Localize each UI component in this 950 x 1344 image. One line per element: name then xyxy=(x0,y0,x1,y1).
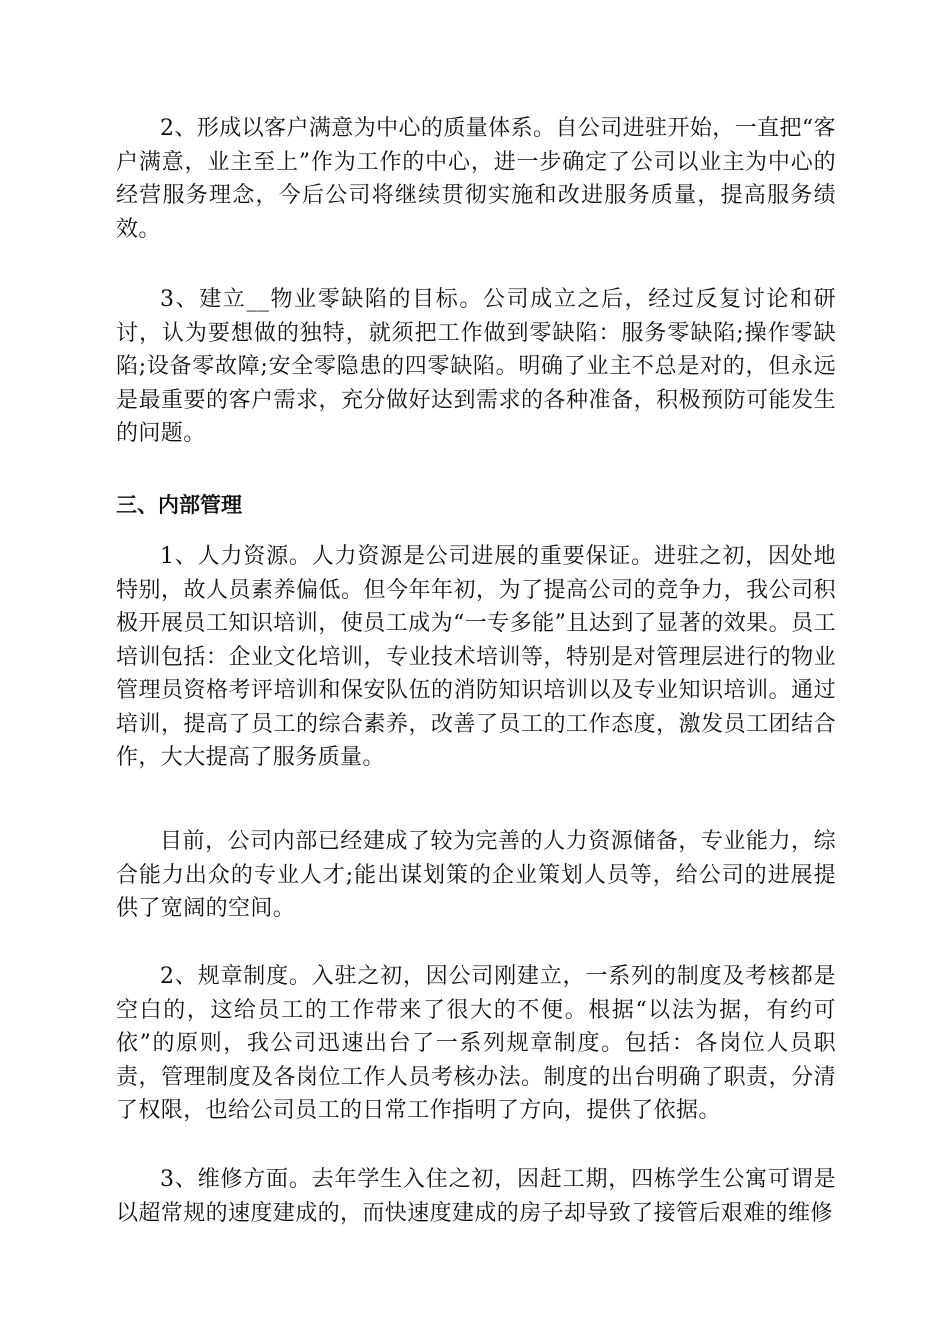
paragraph-quality-system: 2、形成以客户满意为中心的质量体系。自公司进驻开始，一直把“客户满意，业主至上”作为工作的中心，进一步确定了公司以业主为中心的经营服务理念，今后公司将继续贯彻实施和改进服务质量，提高服务绩效。 xyxy=(116,116,836,242)
section-heading-internal-management: 三、内部管理 xyxy=(116,493,242,517)
paragraph-maintenance: 3、维修方面。去年学生入住之初，因赶工期，四栋学生公寓可谓是以超常规的速度建成的，而快速度建成的房子却导致了接管后艰难的维修 xyxy=(116,1167,836,1226)
paragraph-rules-regulations: 2、规章制度。入驻之初，因公司刚建立，一系列的制度及考核都是空白的，这给员工的工作带来了很大的不便。根据“以法为据，有约可依”的原则，我公司迅速出台了一系列规章制度。包括：各岗位人员职责，管理制度及各岗位工作人员考核办法。制度的出台明确了职责，分清了权限，也给公司员工的日常工作指明了方向，提供了依据。 xyxy=(116,964,836,1123)
paragraph-talent-reserve: 目前，公司内部已经建成了较为完善的人力资源储备，专业能力，综合能力出众的专业人才;能出谋划策的企业策划人员等，给公司的进展提供了宽阔的空间。 xyxy=(116,829,836,921)
paragraph-human-resources: 1、人力资源。人力资源是公司进展的重要保证。进驻之初，因处地特别，故人员素养偏低。但今年年初，为了提高公司的竞争力，我公司积极开展员工知识培训，使员工成为“一专多能”且达到了显著的效果。员工培训包括：企业文化培训，专业技术培训等，特别是对管理层进行的物业管理员资格考评培训和保安队伍的消防知识培训以及专业知识培训。通过培训，提高了员工的综合素养，改善了员工的工作态度，激发员工团结合作，大大提高了服务质量。 xyxy=(116,544,836,770)
paragraph-zero-defect-goal: 3、建立__物业零缺陷的目标。公司成立之后，经过反复讨论和研讨，认为要想做的独特，就须把工作做到零缺陷：服务零缺陷;操作零缺陷;设备零故障;安全零隐患的四零缺陷。明确了业主不总是对的，但永远是最重要的客户需求，充分做好达到需求的各种准备，积极预防可能发生的问题。 xyxy=(116,287,836,446)
